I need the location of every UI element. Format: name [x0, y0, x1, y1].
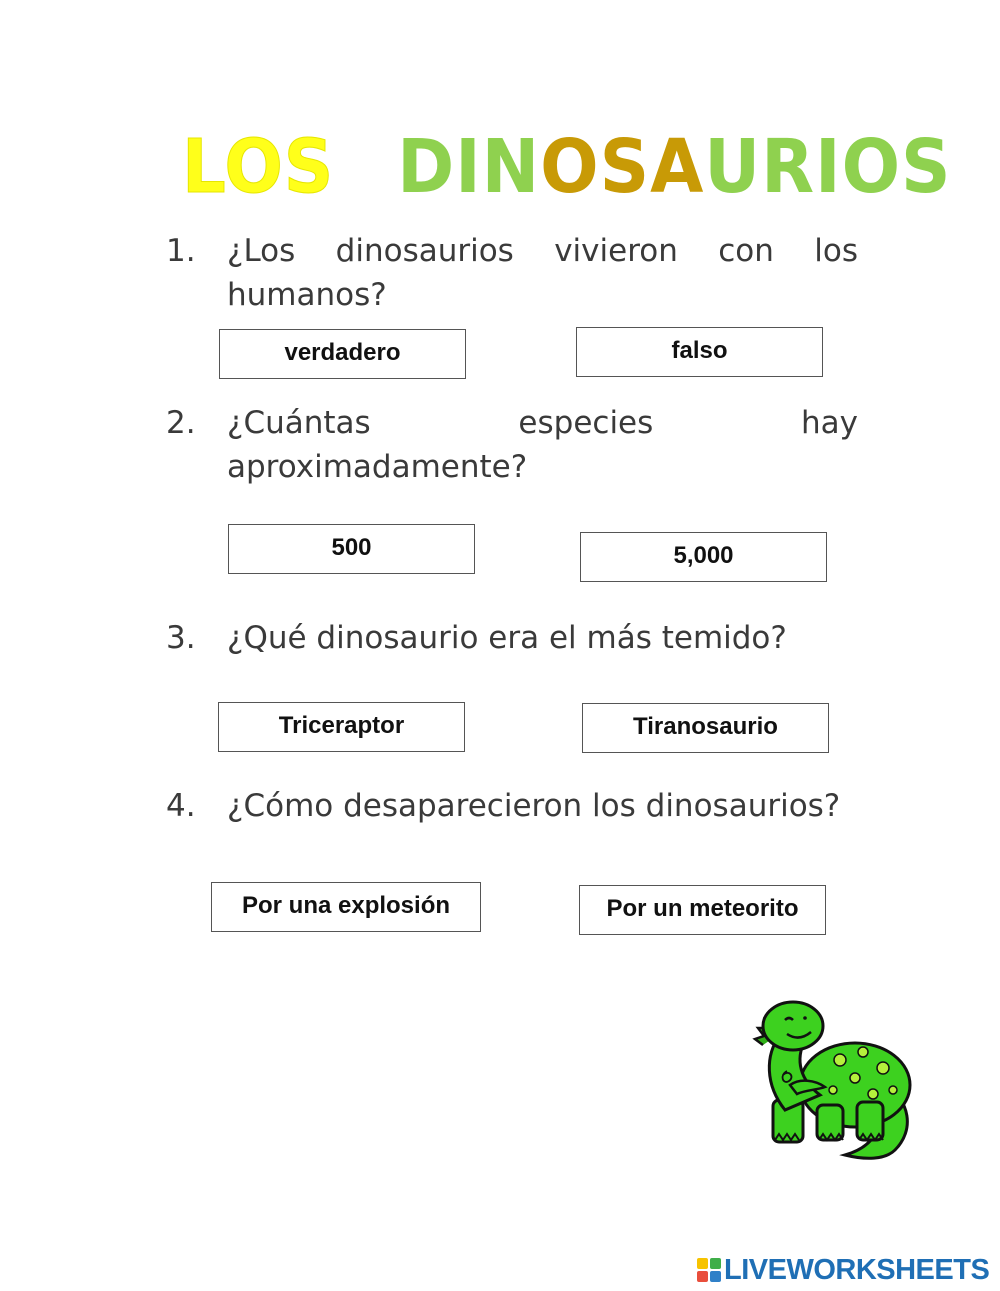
question-3 [166, 616, 858, 660]
answer-option-explosion[interactable]: Por una explosión [211, 882, 481, 932]
question-text-line: humanos? [227, 277, 387, 313]
answer-option-5000[interactable]: 5,000 [580, 532, 827, 582]
answer-option-meteorito[interactable]: Por un meteorito [579, 885, 826, 935]
question-1 [166, 229, 858, 317]
question-text [227, 616, 858, 660]
answer-option-triceraptor[interactable]: Triceraptor [218, 702, 465, 752]
title-word-los: LOS [182, 124, 335, 210]
question-2 [166, 401, 858, 489]
question-text-line: ¿Cuántas especies hay [227, 405, 858, 441]
question-number: 2. [166, 405, 196, 441]
answer-option-verdadero[interactable]: verdadero [219, 329, 466, 379]
answer-option-falso[interactable]: falso [576, 327, 823, 377]
question-text-line: ¿Los dinosaurios vivieron con los [227, 233, 858, 269]
page-title [182, 122, 952, 212]
logo-squares-icon [697, 1258, 721, 1282]
question-text-line: aproximadamente? [227, 449, 528, 485]
answer-option-tiranosaurio[interactable]: Tiranosaurio [582, 703, 829, 753]
answer-option-500[interactable]: 500 [228, 524, 475, 574]
question-text [227, 784, 858, 828]
question-number: 4. [166, 788, 196, 824]
question-text [227, 229, 858, 317]
title-segment-urios: URIOS [704, 124, 952, 210]
title-segment-din: DIN [397, 124, 541, 210]
question-number: 1. [166, 233, 196, 269]
question-text-line: ¿Qué dinosaurio era el más temido? [227, 620, 787, 656]
brand-name: LIVEWORKSHEETS [724, 1253, 990, 1286]
liveworksheets-logo [697, 1254, 989, 1286]
question-4 [166, 784, 858, 828]
title-segment-osa: OSA [540, 124, 705, 210]
dinosaur-icon [745, 990, 925, 1165]
question-text [227, 401, 858, 489]
question-number: 3. [166, 620, 196, 656]
question-text-line: ¿Cómo desaparecieron los dinosaurios? [227, 788, 841, 824]
